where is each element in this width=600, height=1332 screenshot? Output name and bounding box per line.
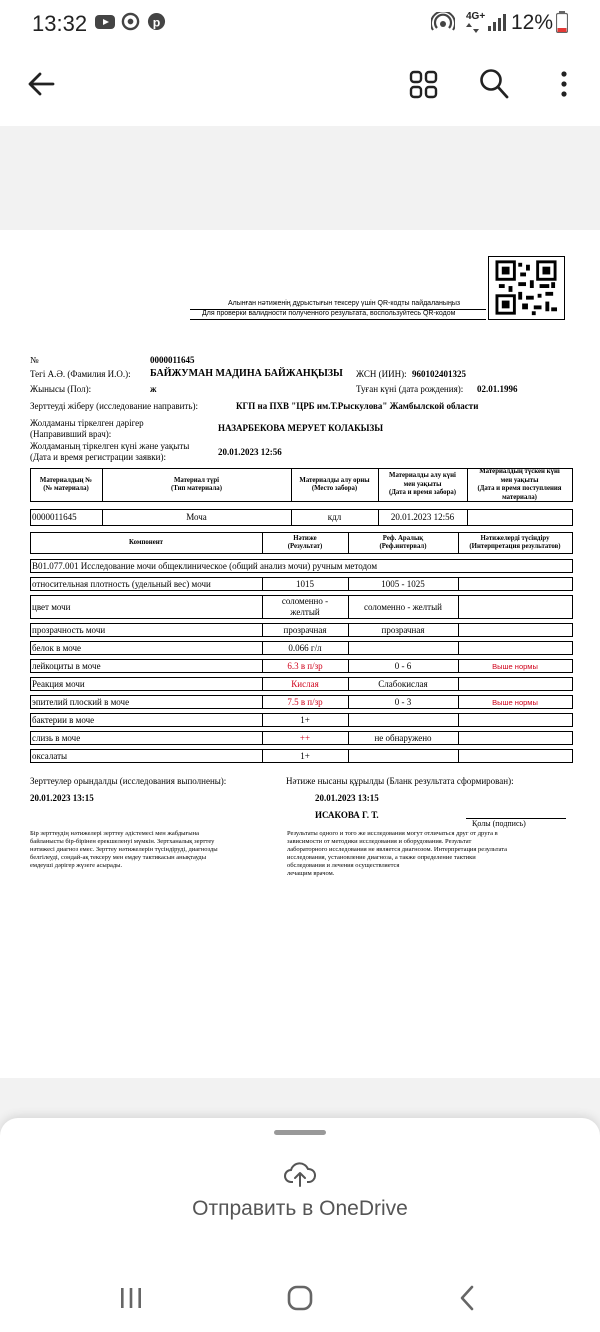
results-header-label: Компонент [129, 538, 163, 546]
result-component: прозрачность мочи [32, 624, 106, 635]
qr-note-ru: Для проверки валидности полученного результата, воспользуйтесь QR-кодом [202, 310, 456, 317]
signal-icon [487, 12, 507, 32]
back-icon[interactable] [458, 1285, 476, 1311]
dob-value: 02.01.1996 [477, 384, 518, 394]
referral-value: КГП на ПХВ "ЦРБ им.Т.Рыскулова" Жамбылской области [236, 401, 479, 411]
reg-label-ru: (Дата и время регистрации заявки): [30, 452, 166, 462]
onedrive-upload-button[interactable] [0, 1156, 600, 1236]
doctor-value: НАЗАРБЕКОВА МЕРУЕТ КОЛАКЫЗЫ [218, 423, 384, 433]
reg-value: 20.01.2023 12:56 [218, 447, 282, 457]
disclaimer-ru-line: обследования и лечения осуществляется [287, 862, 400, 869]
cloud-upload-icon [284, 1162, 316, 1188]
result-value: 1+ [300, 714, 310, 725]
results-cell [458, 577, 573, 591]
sex-value: ж [150, 384, 157, 394]
results-cell [458, 749, 573, 763]
done-label: Зерттеулер орындалды (исследования выполнены): [30, 776, 227, 786]
search-icon[interactable] [479, 68, 509, 100]
result-reference: 0 - 6 [394, 660, 412, 671]
result-component: белок в моче [32, 642, 82, 653]
battery-icon [556, 11, 568, 33]
back-arrow-icon[interactable] [27, 70, 55, 98]
result-value: Кислая [291, 678, 319, 689]
results-header-label: Нәтиже [293, 534, 317, 542]
result-reference: не обнаружено [374, 732, 432, 743]
result-reference: 0 - 3 [394, 696, 412, 707]
result-value: 1+ [300, 750, 310, 761]
disclaimer-kz [30, 830, 280, 870]
result-component: слизь в моче [32, 732, 81, 743]
result-component: Реакция мочи [32, 678, 85, 689]
result-reference: соломенно - желтый [364, 601, 442, 612]
sex-label: Жынысы (Пол): [30, 384, 92, 394]
disclaimer-ru [287, 830, 570, 878]
result-component: цвет мочи [32, 601, 71, 612]
results-cell [348, 713, 459, 727]
material-header-label: (Тип материала) [171, 485, 222, 492]
onedrive-upload-label: Отправить в OneDrive [192, 1197, 408, 1220]
formed-value: 20.01.2023 13:15 [315, 793, 379, 803]
material-header-label: материала) [502, 493, 537, 501]
qr-code-image [488, 256, 565, 320]
results-header-label: Нәтижелерді түсіндіру [480, 534, 550, 542]
material-header-label: (№ материала) [43, 485, 89, 492]
sheet-drag-handle[interactable] [274, 1130, 326, 1135]
number-label: № [30, 355, 39, 365]
fio-label: Тегі А.Ә. (Фамилия И.О.): [30, 369, 131, 379]
material-value: 20.01.2023 12:56 [390, 512, 455, 522]
qr-note-kz: Алынған нәтиженің дұрыстығын тексеру үшін QR-кодты пайдаланыңыз [228, 300, 461, 307]
done-value: 20.01.2023 13:15 [30, 793, 94, 803]
formed-label: Нәтиже нысаны құрылды (Бланк результата сформирован): [286, 776, 514, 786]
referral-label: Зерттеуді жіберу (исследование направить): [30, 401, 198, 411]
disclaimer-kz-line: белгілеуді, сондай-ақ тексеру мен емдеу тактикасын анықтауды [30, 854, 207, 861]
results-section-title: B01.077.001 Исследование мочи общеклиническое (общий анализ мочи) ручным методом [32, 561, 378, 571]
reg-label: Жолдаманың тіркелген күні және уақыты [30, 441, 190, 451]
status-time: 13:32 [32, 11, 88, 36]
material-header-label: Материалды алу орны [299, 476, 370, 484]
result-value-cont: желтый [290, 607, 320, 617]
disclaimer-kz-line: байланысты бір-бірінен ерекшеленуі мүмкін. Зертханалық зерттеу [30, 838, 215, 845]
results-cell [458, 641, 573, 655]
material-header-label: Материалдың түскен күні [479, 468, 560, 475]
disclaimer-ru-line: лечащим врачом. [287, 870, 335, 877]
material-value: Моча [186, 512, 207, 522]
result-value: соломенно - [281, 596, 329, 606]
result-reference: прозрачная [381, 624, 425, 635]
results-cell [458, 731, 573, 745]
status-bar [0, 0, 600, 46]
data-arrows-icon [466, 23, 480, 33]
battery-percent: 12% [511, 11, 554, 34]
result-component: бактерии в моче [32, 714, 95, 725]
material-header-label: Материалдың № [39, 476, 93, 484]
disclaimer-ru-line: исследования, установление диагноза, а также определение тактики [287, 854, 476, 861]
material-header-label: мен уақыты [403, 480, 442, 488]
signature-label: Қолы (подпись) [472, 819, 526, 828]
doctor-label: Жолдаманы тіркелген дәрігер [30, 418, 144, 428]
share-bottom-sheet [0, 1118, 600, 1264]
material-value: 0000011645 [32, 512, 77, 522]
result-value: 0.066 г/л [288, 642, 322, 653]
results-cell [348, 641, 459, 655]
iin-value: 960102401325 [412, 369, 466, 379]
qr-note-line [190, 319, 486, 320]
doctor-label-ru: (Направивший врач): [30, 429, 112, 439]
recent-apps-icon[interactable] [118, 1286, 144, 1310]
material-header-label: (Место забора) [311, 485, 358, 492]
disclaimer-kz-line: нәтижесі диагноз емес. Зерттеу нәтижелерін түсіндіруді, диагнозды [30, 846, 218, 853]
disclaimer-ru-line: Результаты одного и того же исследования могут отличаться друг от друга в [287, 830, 498, 837]
disclaimer-ru-line: лабораторного исследования не является диагнозом. Интерпретация результата [287, 846, 508, 853]
results-cell [458, 595, 573, 619]
results-header-label: (Реф.интервал) [379, 543, 427, 550]
network-type: 4G+ [466, 11, 486, 22]
result-value: 6.3 в п/зр [287, 660, 323, 671]
result-component: относительная плотность (удельный вес) мочи [32, 578, 211, 589]
material-header-label: (Дата и время забора) [388, 489, 457, 497]
result-reference: Слабокислая [378, 678, 428, 689]
result-value: ++ [299, 732, 311, 743]
signer-name: ИСАКОВА Г. Т. [315, 810, 379, 820]
grid-view-icon[interactable] [409, 70, 439, 100]
material-header-label: (Дата и время поступления [477, 485, 562, 492]
result-component: лейкоциты в моче [32, 660, 101, 671]
pinterest-icon [147, 12, 166, 31]
result-reference: 1005 - 1025 [381, 578, 425, 589]
result-interpretation: Выше нормы [492, 661, 538, 671]
material-header-label: Материалды алу күні [389, 472, 456, 480]
youtube-icon [95, 14, 115, 30]
results-header-label: (Результат) [287, 543, 323, 550]
result-component: оксалаты [32, 750, 68, 761]
dob-label: Туған күні (дата рождения): [356, 384, 464, 394]
sync-app-icon [121, 12, 140, 31]
iin-label: ЖСН (ИИН): [356, 369, 407, 379]
navigation-bar [0, 1264, 600, 1332]
results-header-label: Реф. Аралық [382, 534, 424, 542]
result-component: эпителий плоский в моче [32, 696, 130, 707]
disclaimer-kz-line: емдеуші дәрігер жүзеге асырады. [30, 862, 123, 869]
result-value: 1015 [296, 578, 314, 589]
result-interpretation: Выше нормы [492, 697, 538, 707]
home-icon[interactable] [286, 1285, 314, 1311]
results-cell [348, 749, 459, 763]
results-cell [458, 623, 573, 637]
fio-value: БАЙЖУМАН МАДИНА БАЙЖАНҚЫЗЫ [150, 368, 343, 379]
results-cell [458, 713, 573, 727]
material-header-label: Материал түрі [173, 476, 220, 484]
results-cell [458, 677, 573, 691]
svg-text:p: p [152, 15, 161, 30]
result-value: прозрачная [283, 624, 327, 635]
disclaimer-ru-line: зависимости от методики исследования и оборудования. Результат [287, 838, 472, 845]
result-value: 7.5 в п/зр [287, 696, 323, 707]
number-value: 0000011645 [150, 355, 195, 365]
material-header-label: мен уақыты [500, 476, 539, 484]
document-page[interactable] [0, 230, 600, 1078]
more-vert-icon[interactable] [559, 70, 569, 98]
material-value: кдл [327, 512, 342, 522]
hotspot-icon [431, 12, 455, 32]
disclaimer-kz-line: Бір зерттеудің нәтижелері зерттеу әдістемесі мен жабдығына [30, 830, 199, 837]
material-cell [467, 509, 573, 526]
results-header-label: (Интерпретация результатов) [469, 543, 561, 550]
app-bar [0, 46, 600, 126]
